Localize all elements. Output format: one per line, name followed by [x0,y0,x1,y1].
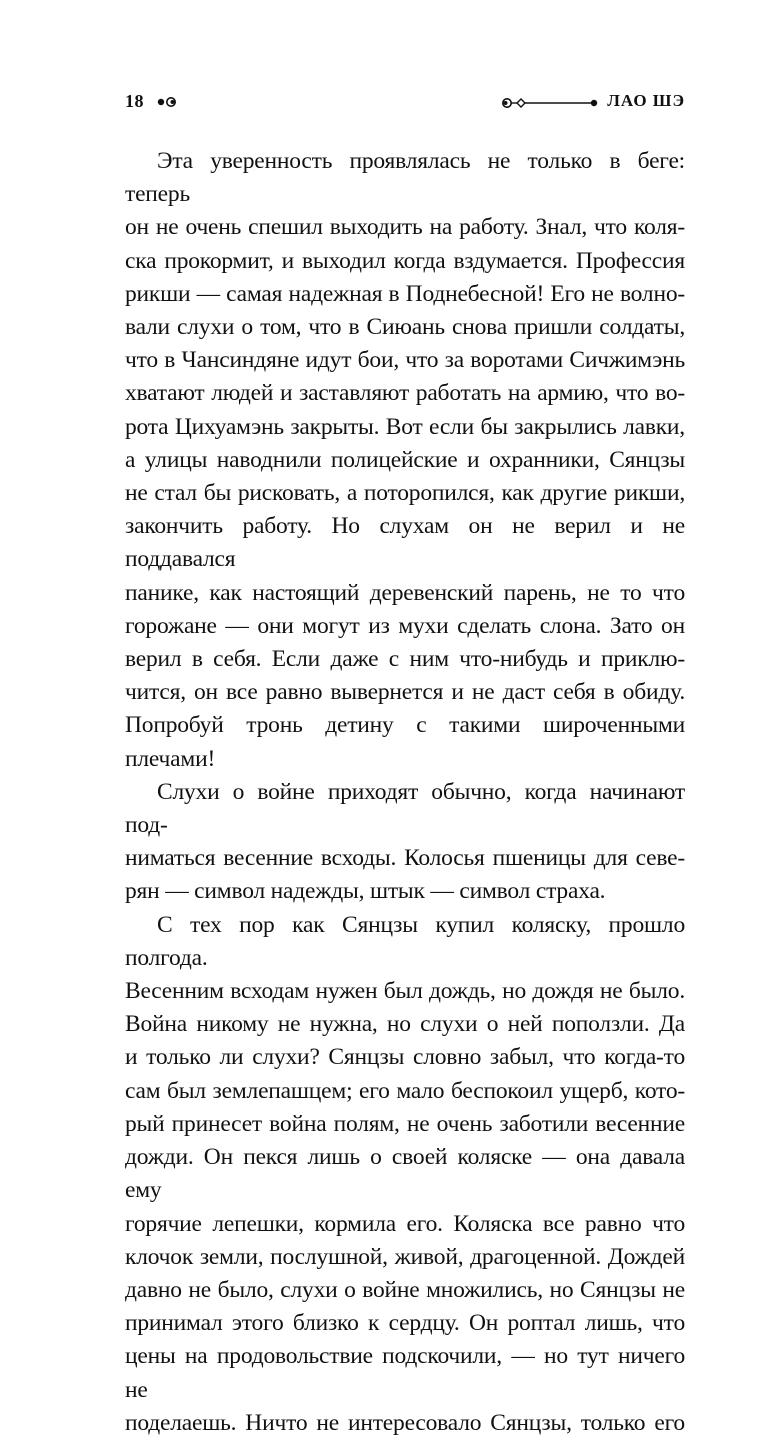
text-line: хватают людей и заставляют работать на армию, что во- [125,380,685,407]
page-body [125,145,685,1440]
book-author: ЛАО ШЭ [607,91,685,110]
text-line: Война никому не нужна, но слухи о ней поползли. Да [125,1011,685,1038]
text-line: горожане — они могут из мухи сделать слона. Зато он [125,612,685,639]
text-line: закончить работу. Но слухам он не верил и не поддавался [125,513,685,573]
text-line: принимал этого близко к сердцу. Он роптал лишь, что [125,1310,685,1337]
text-line: рян — символ надежды, штык — символ страха. [125,878,606,905]
text-line: вали слухи о том, что в Сиюань снова пришли солдаты, [125,314,685,341]
text-line: что в Чансиндяне идут бои, что за воротами Сичжимэнь [125,347,685,374]
text-line: не стал бы рисковать, а поторопился, как другие рикши, [125,480,685,507]
text-line: рикши — самая надежная в Поднебесной! Его не волно- [125,280,685,307]
text-line: чится, он все равно вывернется и не даст себя в обиду. [125,679,685,706]
text-line: верил в себя. Если даже с ним что-нибудь и приклю- [125,646,685,673]
text-line: Эта уверенность проявлялась не только в беге: теперь [125,148,685,208]
text-line: цены на продовольствие подскочили, — но тут ничего не [125,1343,685,1403]
text-line: горячие лепешки, кормила его. Коляска все равно что [125,1210,685,1237]
text-line: С тех пор как Сянцзы купил коляску, прошло полгода. [125,911,685,971]
text-line: сам был землепашцем; его мало беспокоил ущерб, кото- [125,1077,685,1104]
text-line: поделаешь. Ничто не интересовало Сянцзы, только его [125,1409,685,1436]
text-line: рый принесет война полям, не очень заботили весенние [125,1110,685,1137]
text-line: ска прокормит, и выходил когда вздумается. Профессия [125,247,685,274]
text-line: панике, как настоящий деревенский парень, не то что [125,579,685,606]
text-line: Попробуй тронь детину с такими широченными плечами! [125,712,685,772]
page-number: 18 [125,91,144,111]
text-line: клочок земли, послушной, живой, драгоценной. Дождей [125,1243,685,1270]
dot-ornament-icon [157,96,179,108]
text-line: дожди. Он пекся лишь о своей коляске — она давала ему [125,1144,685,1204]
text-line: а улицы наводнили полицейские и охранники, Сянцзы [125,446,685,473]
text-line: Слухи о войне приходят обычно, когда начинают под- [125,778,685,839]
running-header [125,91,685,115]
text-line: давно не было, слухи о войне множились, но Сянцзы не [125,1276,685,1303]
line-ornament-icon [501,97,599,109]
text-line: и только ли слухи? Сянцзы словно забыл, что когда-то [125,1044,685,1071]
text-line: Весенним всходам нужен был дождь, но дождя не было. [125,978,685,1005]
text-line: ниматься весенние всходы. Колосья пшеницы для севе- [125,845,685,872]
text-line: рота Цихуамэнь закрыты. Вот если бы закрылись лавки, [125,413,685,440]
text-line: он не очень спешил выходить на работу. Знал, что коля- [125,214,685,241]
